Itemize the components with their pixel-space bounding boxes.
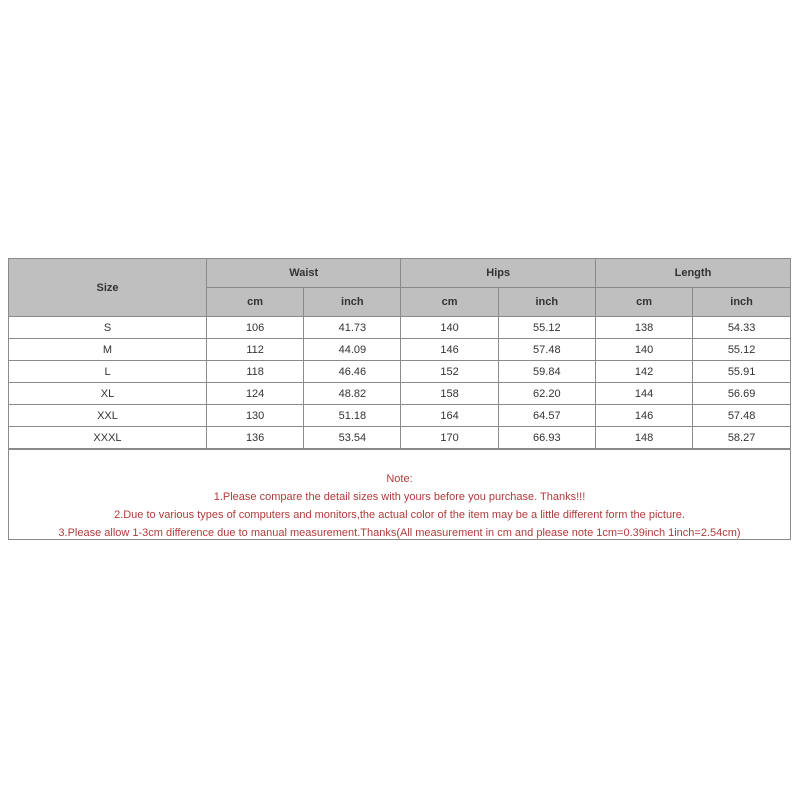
table-row <box>9 427 790 449</box>
table-row <box>9 317 790 339</box>
waist-inch-cell: 41.73 <box>304 317 401 339</box>
hips-inch-cell: 62.20 <box>498 383 595 405</box>
length-cm-cell: 144 <box>595 383 692 405</box>
hips-inch-cell: 64.57 <box>498 405 595 427</box>
header-group-row <box>9 259 790 288</box>
hips-cm-cell: 158 <box>401 383 498 405</box>
hips-inch-cell: 55.12 <box>498 317 595 339</box>
length-inch-header: inch <box>693 288 790 317</box>
note-line-3: 3.Please allow 1-3cm difference due to manual measurement.Thanks(All measurement in cm and please note 1cm=0.39inch 1inch=2.54cm) <box>58 527 741 539</box>
length-cm-cell: 142 <box>595 361 692 383</box>
waist-cm-cell: 118 <box>207 361 304 383</box>
waist-inch-header: inch <box>304 288 401 317</box>
hips-cm-cell: 152 <box>401 361 498 383</box>
length-inch-cell: 56.69 <box>693 383 790 405</box>
table-row <box>9 405 790 427</box>
size-cell: S <box>9 317 207 339</box>
waist-inch-cell: 46.46 <box>304 361 401 383</box>
table-row <box>9 383 790 405</box>
waist-inch-cell: 53.54 <box>304 427 401 449</box>
length-inch-cell: 54.33 <box>693 317 790 339</box>
waist-cm-header: cm <box>207 288 304 317</box>
table-row <box>9 361 790 383</box>
length-cm-cell: 140 <box>595 339 692 361</box>
length-cm-header: cm <box>595 288 692 317</box>
waist-inch-cell: 44.09 <box>304 339 401 361</box>
length-inch-cell: 55.12 <box>693 339 790 361</box>
size-cell: XXXL <box>9 427 207 449</box>
waist-cm-cell: 106 <box>207 317 304 339</box>
size-chart <box>8 258 791 540</box>
length-cm-cell: 146 <box>595 405 692 427</box>
note-line-2: 2.Due to various types of computers and monitors,the actual color of the item may be a little different form the picture. <box>114 509 685 521</box>
waist-cm-cell: 136 <box>207 427 304 449</box>
length-inch-cell: 58.27 <box>693 427 790 449</box>
size-header: Size <box>9 259 207 317</box>
hips-cm-cell: 164 <box>401 405 498 427</box>
length-header: Length <box>595 259 790 288</box>
hips-cm-header: cm <box>401 288 498 317</box>
hips-cm-cell: 140 <box>401 317 498 339</box>
length-cm-cell: 138 <box>595 317 692 339</box>
waist-cm-cell: 124 <box>207 383 304 405</box>
size-table-body <box>9 317 790 449</box>
size-cell: L <box>9 361 207 383</box>
size-table <box>9 259 790 449</box>
length-cm-cell: 148 <box>595 427 692 449</box>
hips-header: Hips <box>401 259 595 288</box>
length-inch-cell: 57.48 <box>693 405 790 427</box>
hips-cm-cell: 146 <box>401 339 498 361</box>
waist-header: Waist <box>207 259 401 288</box>
note-line-1: 1.Please compare the detail sizes with yours before you purchase. Thanks!!! <box>213 491 586 503</box>
length-inch-cell: 55.91 <box>693 361 790 383</box>
waist-inch-cell: 51.18 <box>304 405 401 427</box>
note-title: Note: <box>386 473 413 485</box>
size-cell: XXL <box>9 405 207 427</box>
waist-cm-cell: 130 <box>207 405 304 427</box>
note-section <box>9 449 790 539</box>
size-cell: M <box>9 339 207 361</box>
hips-inch-cell: 57.48 <box>498 339 595 361</box>
hips-inch-cell: 59.84 <box>498 361 595 383</box>
hips-inch-header: inch <box>498 288 595 317</box>
hips-cm-cell: 170 <box>401 427 498 449</box>
waist-cm-cell: 112 <box>207 339 304 361</box>
table-row <box>9 339 790 361</box>
size-cell: XL <box>9 383 207 405</box>
waist-inch-cell: 48.82 <box>304 383 401 405</box>
hips-inch-cell: 66.93 <box>498 427 595 449</box>
